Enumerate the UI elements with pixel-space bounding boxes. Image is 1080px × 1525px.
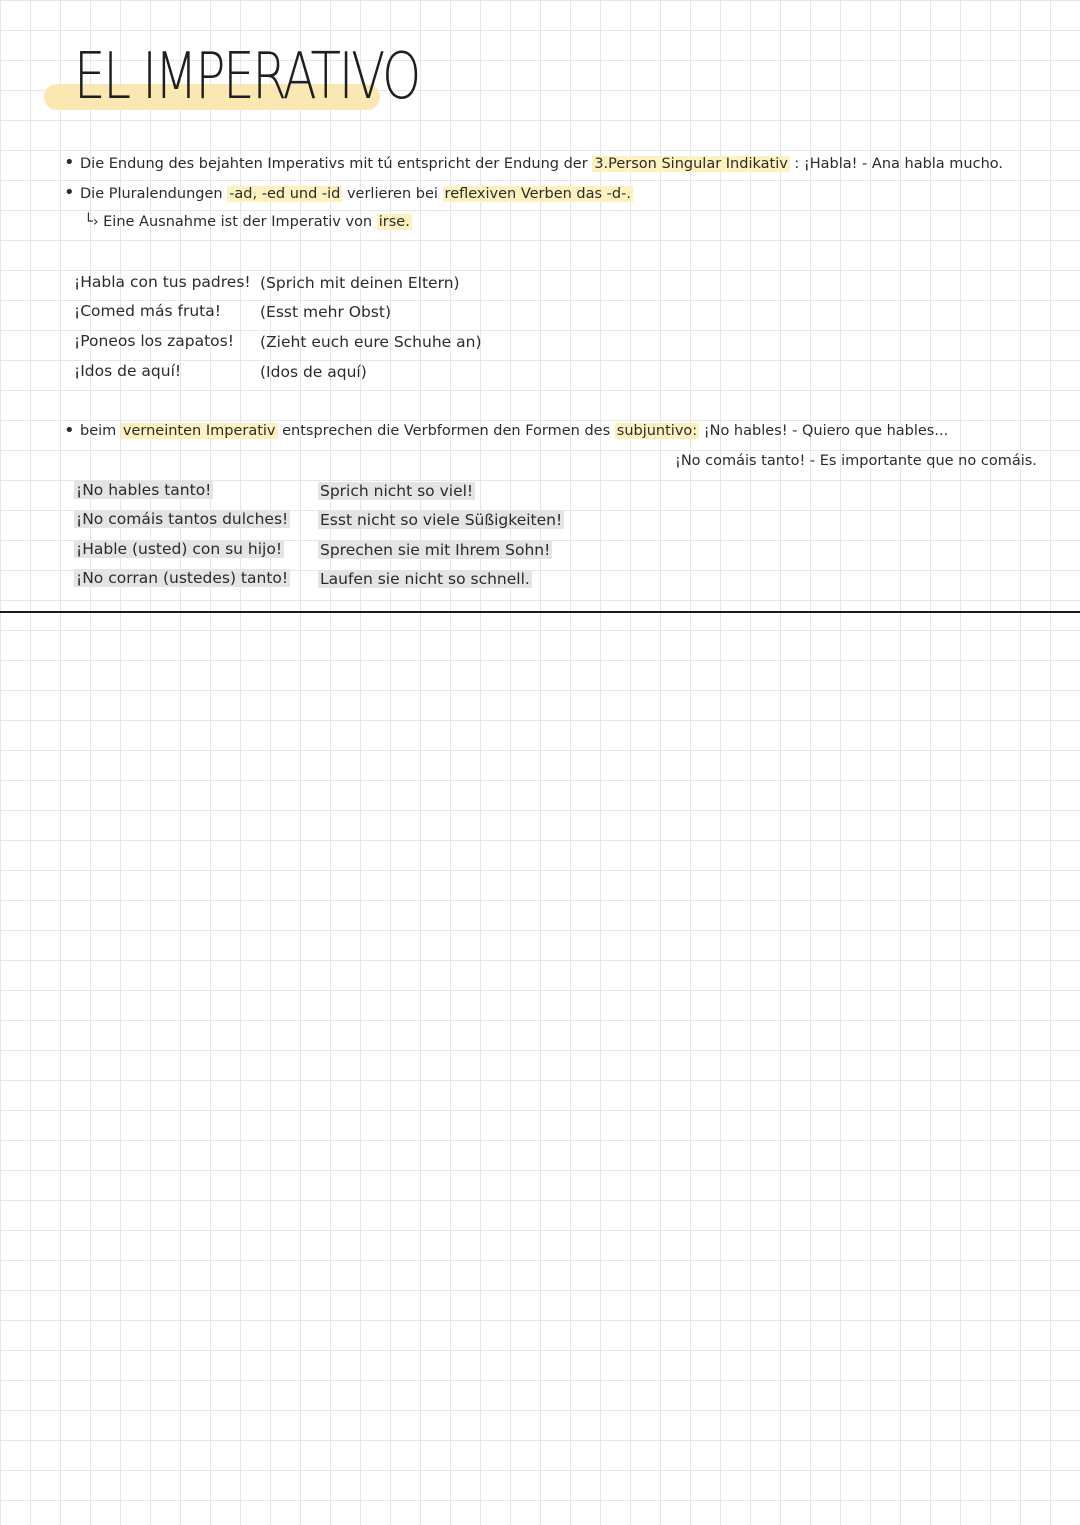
text-segment: Die Pluralendungen [80, 186, 228, 202]
example-de: Esst nicht so viele Süßigkeiten! [320, 511, 563, 529]
highlighted-text: 3.Person Singular Indikativ [594, 156, 788, 172]
example-es: ¡Hable (usted) con su hijo! [76, 540, 283, 558]
text-segment: entsprechen die Verbformen den Formen des [277, 423, 615, 439]
section-divider [0, 611, 1080, 613]
example-es: ¡Poneos los zapatos! [74, 332, 234, 350]
page-title: EL IMPERATIVO [74, 40, 419, 114]
highlighted-text: reflexiven Verben das -d-. [444, 186, 631, 202]
highlighted-text: verneinten Imperativ [122, 423, 276, 439]
example-de: Sprich nicht so viel! [320, 482, 474, 500]
example-es: ¡No comáis tantos dulches! [76, 510, 289, 528]
highlighted-text: -ad, -ed und -id [229, 186, 341, 202]
example-es: ¡No corran (ustedes) tanto! [76, 569, 289, 587]
bullet-marker: • [64, 152, 75, 173]
example-de: Laufen sie nicht so schnell. [320, 570, 530, 588]
highlighted-text: subjuntivo: [616, 423, 698, 439]
bullet-marker: • [64, 182, 75, 203]
negative-rule-line [80, 420, 948, 442]
example-de: Sprechen sie mit Ihrem Sohn! [320, 541, 551, 559]
arrow-icon: └› [84, 214, 99, 230]
example-es: ¡Idos de aquí! [74, 362, 182, 380]
text-segment: : ¡Habla! - Ana habla mucho. [789, 156, 1004, 172]
example-de: (Zieht euch eure Schuhe an) [260, 333, 482, 351]
example-es: ¡No hables tanto! [76, 481, 212, 499]
text-segment: Die Endung des bejahten Imperativs mit tú entspricht der Endung der [80, 156, 593, 172]
example-de: (Idos de aquí) [260, 363, 367, 381]
text-segment: Eine Ausnahme ist der Imperativ von [103, 214, 377, 230]
highlighted-text: irse. [378, 214, 410, 230]
example-de: (Esst mehr Obst) [260, 303, 391, 321]
rule-line-2 [80, 183, 633, 205]
negative-rule-example: ¡No comáis tanto! - Es importante que no comáis. [675, 453, 1037, 469]
exception-text [103, 214, 412, 230]
example-de: (Sprich mit deinen Eltern) [260, 274, 460, 292]
text-segment: verlieren bei [342, 186, 443, 202]
text-segment: ¡No hables! - Quiero que hables... [699, 423, 949, 439]
bullet-marker: • [64, 420, 75, 441]
rule-line-1 [80, 153, 1003, 175]
text-segment: beim [80, 423, 121, 439]
exception-note [84, 211, 412, 233]
example-es: ¡Habla con tus padres! [74, 273, 251, 291]
example-es: ¡Comed más fruta! [74, 302, 221, 320]
